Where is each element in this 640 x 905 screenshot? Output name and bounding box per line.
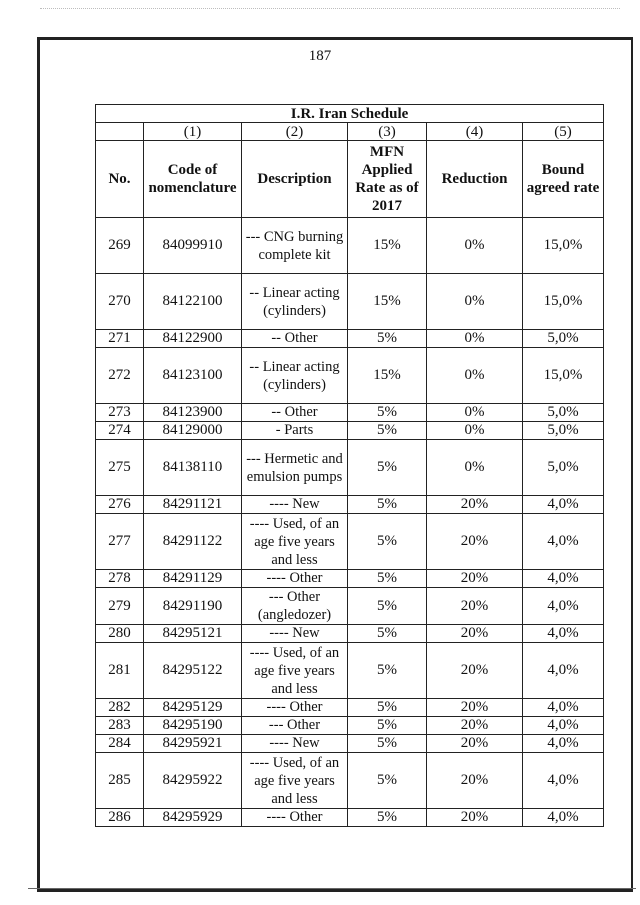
table-row — [96, 440, 604, 496]
cell-no: 280 — [96, 625, 144, 643]
table-row — [96, 218, 604, 274]
table-row — [96, 717, 604, 735]
cell-reduction: 0% — [427, 404, 523, 422]
cell-reduction: 20% — [427, 809, 523, 827]
cell-reduction: 0% — [427, 330, 523, 348]
cell-description: ---- Other — [242, 699, 348, 717]
cell-code: 84291122 — [144, 514, 242, 570]
cell-code: 84295190 — [144, 717, 242, 735]
cell-no: 285 — [96, 753, 144, 809]
cell-description: --- CNG burning complete kit — [242, 218, 348, 274]
cell-no: 274 — [96, 422, 144, 440]
cell-bound-rate: 15,0% — [523, 218, 604, 274]
cell-mfn-rate: 5% — [348, 570, 427, 588]
cell-mfn-rate: 15% — [348, 218, 427, 274]
cell-code: 84295129 — [144, 699, 242, 717]
column-number: (4) — [427, 123, 523, 141]
cell-bound-rate: 4,0% — [523, 643, 604, 699]
cell-mfn-rate: 15% — [348, 274, 427, 330]
column-number: (3) — [348, 123, 427, 141]
header-no: No. — [96, 141, 144, 218]
cell-bound-rate: 5,0% — [523, 440, 604, 496]
cell-no: 269 — [96, 218, 144, 274]
cell-mfn-rate: 5% — [348, 735, 427, 753]
cell-description: --- Hermetic and emulsion pumps — [242, 440, 348, 496]
cell-no: 275 — [96, 440, 144, 496]
cell-mfn-rate: 5% — [348, 717, 427, 735]
table-row — [96, 348, 604, 404]
cell-code: 84122100 — [144, 274, 242, 330]
cell-bound-rate: 4,0% — [523, 588, 604, 625]
cell-bound-rate: 4,0% — [523, 735, 604, 753]
cell-bound-rate: 4,0% — [523, 625, 604, 643]
cell-mfn-rate: 5% — [348, 643, 427, 699]
cell-code: 84295122 — [144, 643, 242, 699]
cell-bound-rate: 4,0% — [523, 753, 604, 809]
cell-code: 84138110 — [144, 440, 242, 496]
scan-bottom-rule — [28, 888, 636, 889]
scan-artifact — [40, 8, 620, 11]
cell-code: 84295922 — [144, 753, 242, 809]
cell-description: -- Linear acting (cylinders) — [242, 348, 348, 404]
cell-description: ---- Used, of an age five years and less — [242, 643, 348, 699]
header-bound-rate: Bound agreed rate — [523, 141, 604, 218]
cell-bound-rate: 4,0% — [523, 514, 604, 570]
cell-no: 272 — [96, 348, 144, 404]
schedule-table — [95, 104, 604, 827]
cell-mfn-rate: 15% — [348, 348, 427, 404]
table-row — [96, 643, 604, 699]
cell-reduction: 20% — [427, 496, 523, 514]
cell-code: 84295921 — [144, 735, 242, 753]
column-number: (1) — [144, 123, 242, 141]
table-row — [96, 570, 604, 588]
cell-mfn-rate: 5% — [348, 588, 427, 625]
cell-mfn-rate: 5% — [348, 496, 427, 514]
table-row — [96, 735, 604, 753]
cell-bound-rate: 5,0% — [523, 422, 604, 440]
cell-code: 84291129 — [144, 570, 242, 588]
table-row — [96, 809, 604, 827]
cell-no: 283 — [96, 717, 144, 735]
cell-reduction: 0% — [427, 274, 523, 330]
cell-mfn-rate: 5% — [348, 330, 427, 348]
cell-reduction: 0% — [427, 348, 523, 404]
cell-no: 277 — [96, 514, 144, 570]
column-number: (2) — [242, 123, 348, 141]
cell-mfn-rate: 5% — [348, 440, 427, 496]
cell-description: --- Other — [242, 717, 348, 735]
cell-bound-rate: 4,0% — [523, 809, 604, 827]
table-row — [96, 699, 604, 717]
cell-code: 84122900 — [144, 330, 242, 348]
cell-bound-rate: 15,0% — [523, 274, 604, 330]
cell-reduction: 20% — [427, 588, 523, 625]
cell-bound-rate: 5,0% — [523, 404, 604, 422]
table-title: I.R. Iran Schedule — [96, 105, 604, 123]
cell-reduction: 20% — [427, 643, 523, 699]
cell-no: 281 — [96, 643, 144, 699]
table-row — [96, 514, 604, 570]
column-number-blank — [96, 123, 144, 141]
cell-no: 271 — [96, 330, 144, 348]
cell-no: 282 — [96, 699, 144, 717]
cell-reduction: 0% — [427, 422, 523, 440]
cell-code: 84123100 — [144, 348, 242, 404]
cell-description: ---- New — [242, 735, 348, 753]
cell-no: 278 — [96, 570, 144, 588]
table-row — [96, 330, 604, 348]
cell-mfn-rate: 5% — [348, 514, 427, 570]
cell-reduction: 20% — [427, 753, 523, 809]
table-row — [96, 422, 604, 440]
table-row — [96, 588, 604, 625]
cell-no: 276 — [96, 496, 144, 514]
cell-bound-rate: 15,0% — [523, 348, 604, 404]
cell-code: 84295121 — [144, 625, 242, 643]
header-code: Code of nomenclature — [144, 141, 242, 218]
table-row — [96, 496, 604, 514]
cell-code: 84295929 — [144, 809, 242, 827]
cell-code: 84129000 — [144, 422, 242, 440]
table-row — [96, 404, 604, 422]
cell-reduction: 0% — [427, 218, 523, 274]
cell-no: 273 — [96, 404, 144, 422]
cell-mfn-rate: 5% — [348, 809, 427, 827]
cell-reduction: 20% — [427, 514, 523, 570]
cell-reduction: 0% — [427, 440, 523, 496]
cell-no: 279 — [96, 588, 144, 625]
cell-description: --- Other (angledozer) — [242, 588, 348, 625]
cell-description: ---- New — [242, 625, 348, 643]
cell-code: 84123900 — [144, 404, 242, 422]
cell-description: ---- Other — [242, 570, 348, 588]
cell-code: 84291121 — [144, 496, 242, 514]
cell-mfn-rate: 5% — [348, 699, 427, 717]
cell-no: 284 — [96, 735, 144, 753]
cell-no: 286 — [96, 809, 144, 827]
cell-description: -- Other — [242, 330, 348, 348]
cell-reduction: 20% — [427, 625, 523, 643]
cell-no: 270 — [96, 274, 144, 330]
page-number: 187 — [308, 48, 332, 64]
cell-description: ---- Used, of an age five years and less — [242, 753, 348, 809]
cell-bound-rate: 4,0% — [523, 570, 604, 588]
cell-description: ---- Used, of an age five years and less — [242, 514, 348, 570]
column-number: (5) — [523, 123, 604, 141]
cell-reduction: 20% — [427, 699, 523, 717]
header-reduction: Reduction — [427, 141, 523, 218]
table-row — [96, 274, 604, 330]
cell-description: - Parts — [242, 422, 348, 440]
cell-mfn-rate: 5% — [348, 422, 427, 440]
cell-description: -- Linear acting (cylinders) — [242, 274, 348, 330]
cell-reduction: 20% — [427, 717, 523, 735]
cell-bound-rate: 5,0% — [523, 330, 604, 348]
cell-mfn-rate: 5% — [348, 404, 427, 422]
cell-description: -- Other — [242, 404, 348, 422]
cell-description: ---- New — [242, 496, 348, 514]
cell-mfn-rate: 5% — [348, 625, 427, 643]
cell-code: 84291190 — [144, 588, 242, 625]
table-row — [96, 625, 604, 643]
cell-code: 84099910 — [144, 218, 242, 274]
cell-mfn-rate: 5% — [348, 753, 427, 809]
cell-bound-rate: 4,0% — [523, 496, 604, 514]
cell-reduction: 20% — [427, 735, 523, 753]
header-mfn-rate: MFN Applied Rate as of 2017 — [348, 141, 427, 218]
cell-description: ---- Other — [242, 809, 348, 827]
table-row — [96, 753, 604, 809]
cell-bound-rate: 4,0% — [523, 717, 604, 735]
cell-reduction: 20% — [427, 570, 523, 588]
cell-bound-rate: 4,0% — [523, 699, 604, 717]
header-description: Description — [242, 141, 348, 218]
